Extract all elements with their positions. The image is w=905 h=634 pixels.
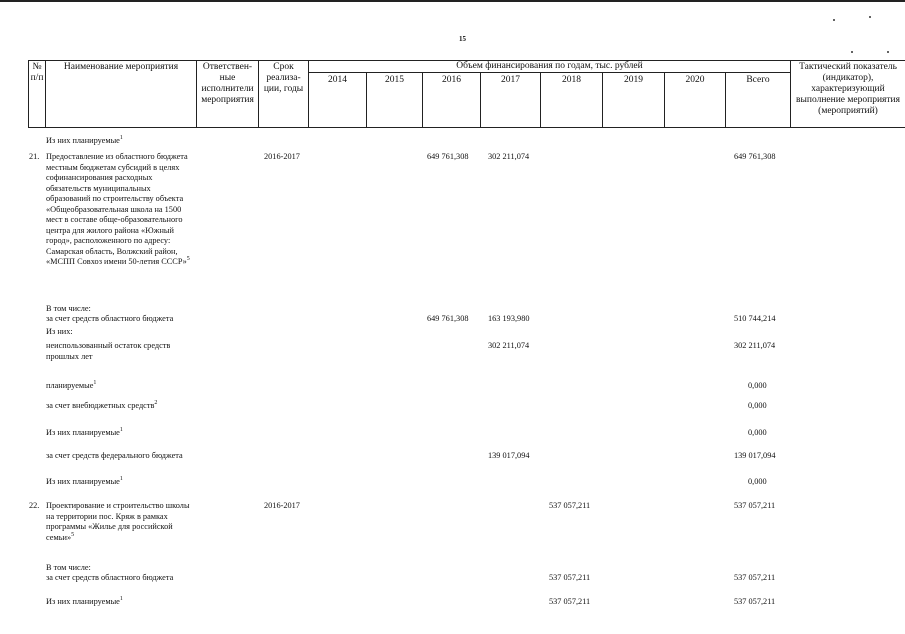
row-label: за счет средств областного бюджета (46, 573, 174, 582)
header-year-2017: 2017 (501, 75, 520, 85)
header-indicator: Тактический показатель (индикатор), характеризующий выполнение мероприятия (мероприятий) (796, 62, 900, 116)
value-total: 537 057,211 (734, 501, 776, 510)
scan-speck (851, 51, 853, 53)
row-label: Из них: (46, 327, 73, 336)
value-total: 302 211,074 (734, 341, 776, 350)
row-name: Проектирование и строительство школы на территории пос. Кряж в рамках программы «Жилье для российской семьи»$^5$ (46, 501, 190, 542)
page-number: 15 (459, 35, 466, 43)
scan-speck (833, 19, 835, 21)
value-total: 0,000 (748, 477, 767, 486)
row-label: за счет внебюджетных средств$^2$ (46, 400, 158, 410)
header-year-2020: 2020 (685, 75, 705, 85)
header-year-2019: 2019 (624, 75, 643, 85)
scan-speck (887, 51, 889, 53)
header-funding: Объем финансирования по годам, тыс. рублей (456, 61, 643, 71)
header-term: Срок реализа-ции, годы (263, 62, 304, 94)
header-year-2014: 2014 (328, 75, 347, 85)
value-2016: 649 761,308 (427, 314, 469, 323)
row-label: В том числе: (46, 563, 91, 572)
row-label: неиспользованный остаток средств прошлых лет (46, 341, 171, 361)
row-number: 22. (29, 501, 40, 510)
value-2018: 537 057,211 (549, 501, 591, 510)
value-2017: 163 193,980 (488, 314, 530, 323)
row-label: Из них планируемые$^1$ (46, 476, 123, 486)
value-2016: 649 761,308 (427, 152, 469, 161)
value-total: 537 057,211 (734, 573, 776, 582)
row-label: за счет средств областного бюджета (46, 314, 174, 323)
header-total: Всего (746, 75, 770, 85)
value-2017: 302 211,074 (488, 152, 530, 161)
value-total: 0,000 (748, 428, 767, 437)
row-label: Из них планируемые$^1$ (46, 135, 123, 145)
header-year-2018: 2018 (562, 75, 581, 85)
header-num: № п/п (30, 62, 44, 83)
row-name: Предоставление из областного бюджета местным бюджетам субсидий в целях софинансирования расходных обязательств муниципальных образований по строительству объекта «Общеобразовательная школа на 1500 мест в составе обще-образовательного центра для жилого района «Южный город», расположенного по адресу: Самарская область, Волжский район, «МСПП Совхоз имени 50-летия СССР»$^5$ (46, 152, 190, 266)
header-year-2016: 2016 (442, 75, 461, 85)
row-term: 2016-2017 (264, 501, 300, 510)
value-total: 510 744,214 (734, 314, 776, 323)
row-label: Из них планируемые$^1$ (46, 596, 123, 606)
top-rule (0, 0, 905, 2)
value-total: 537 057,211 (734, 597, 776, 606)
value-2017: 139 017,094 (488, 451, 530, 460)
value-total: 139 017,094 (734, 451, 776, 460)
header-year-2015: 2015 (385, 75, 404, 85)
row-number: 21. (29, 152, 40, 161)
value-total: 0,000 (748, 381, 767, 390)
row-label: за счет средств федерального бюджета (46, 451, 183, 460)
value-total: 649 761,308 (734, 152, 776, 161)
value-2018: 537 057,211 (549, 597, 591, 606)
value-2018: 537 057,211 (549, 573, 591, 582)
row-label: планируемые$^1$ (46, 380, 97, 390)
row-term: 2016-2017 (264, 152, 300, 161)
scan-speck (869, 16, 871, 18)
header-responsible: Ответствен-ные исполнители мероприятия (201, 62, 254, 105)
row-label: Из них планируемые$^1$ (46, 427, 123, 437)
row-label: В том числе: (46, 304, 91, 313)
value-2017: 302 211,074 (488, 341, 530, 350)
header-name: Наименование мероприятия (63, 62, 179, 72)
value-total: 0,000 (748, 401, 767, 410)
